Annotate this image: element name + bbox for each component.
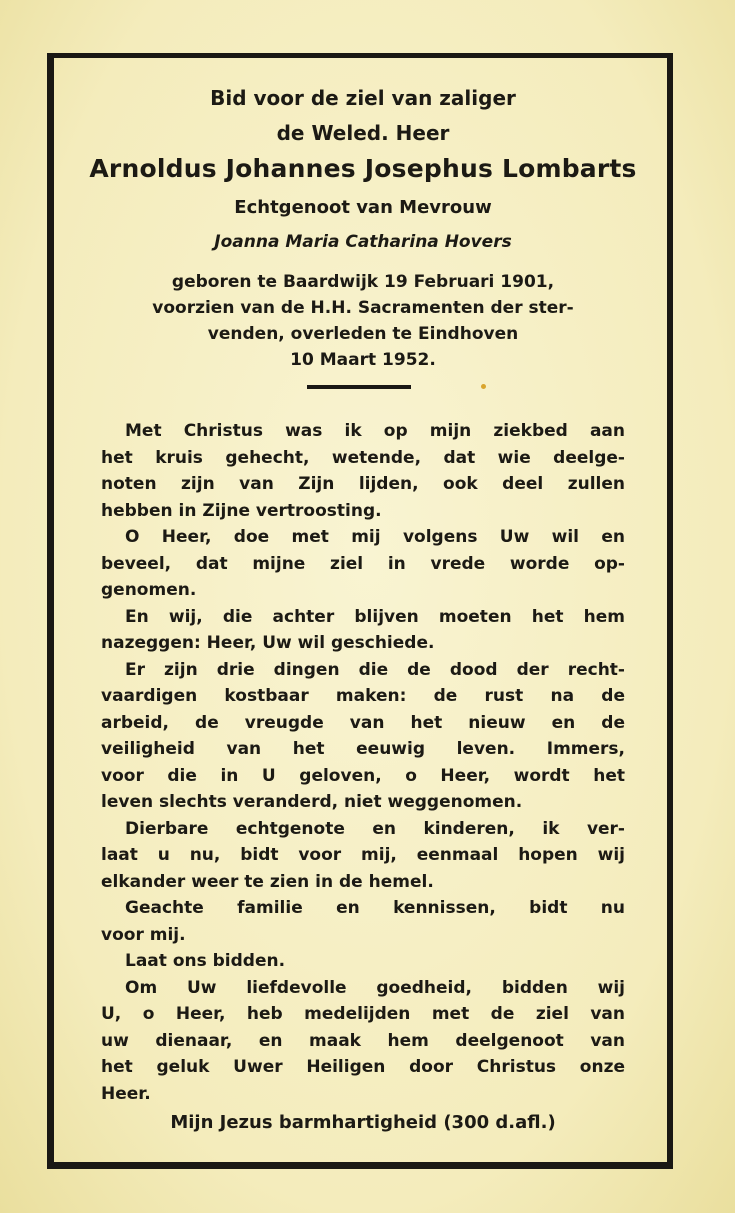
prayer-text-body xyxy=(101,418,625,1107)
prayer-line: vaardigen kostbaar maken: de rust na de xyxy=(101,686,625,706)
prayer-line: elkander weer te zien in de hemel. xyxy=(101,871,434,892)
prayer-paragraph xyxy=(101,816,625,896)
prayer-line: voor die in U geloven, o Heer, wordt het xyxy=(101,765,625,786)
prayer-line: nazeggen: Heer, Uw wil geschiede. xyxy=(101,633,435,653)
prayer-line: Geachte familie en kennissen, bidt nu xyxy=(125,898,625,918)
spouse-name: Joanna Maria Catharina Hovers xyxy=(214,232,512,252)
prayer-line: beveel, dat mijne ziel in vrede worde op- xyxy=(101,553,625,574)
prayer-line: O Heer, doe met mij volgens Uw wil en xyxy=(125,527,625,547)
prayer-request-line: Bid voor de ziel van zaliger xyxy=(210,86,516,110)
prayer-line: arbeid, de vreugde van het nieuw en de xyxy=(101,712,625,733)
life-dates-block xyxy=(95,269,631,373)
prayer-line: laat u nu, bidt voor mij, eenmaal hopen wij xyxy=(101,845,625,865)
prayer-paragraph xyxy=(101,895,625,948)
prayer-paragraph xyxy=(101,604,625,657)
title-line: de Weled. Heer xyxy=(276,121,450,145)
prayer-line: Er zijn drie dingen die de dood der recht- xyxy=(125,659,625,680)
prayer-line: Met Christus was ik op mijn ziekbed aan xyxy=(125,421,625,441)
prayer-line: het kruis gehecht, wetende, dat wie deelge- xyxy=(101,447,625,468)
prayer-line: Dierbare echtgenote en kinderen, ik ver- xyxy=(125,818,625,839)
prayer-paragraph xyxy=(101,524,625,604)
sacraments-line: voorzien van de H.H. Sacramenten der ster- xyxy=(152,298,574,318)
prayer-line: leven slechts veranderd, niet weggenomen. xyxy=(101,792,523,812)
prayer-line: veiligheid van het eeuwig leven. Immers, xyxy=(101,739,625,759)
indulgence-line: Mijn Jezus barmhartigheid (300 d.afl.) xyxy=(170,1112,556,1133)
prayer-line: hebben in Zijne vertroosting. xyxy=(101,500,382,521)
divider-rule xyxy=(307,385,411,389)
prayer-paragraph xyxy=(101,657,625,816)
prayer-paragraph xyxy=(101,975,625,1108)
prayer-line: het geluk Uwer Heiligen door Christus onze xyxy=(101,1057,625,1077)
prayer-line: Laat ons bidden. xyxy=(125,951,286,971)
ink-dot xyxy=(481,384,486,389)
death-date-line: 10 Maart 1952. xyxy=(290,350,436,370)
prayer-line: voor mij. xyxy=(101,924,186,945)
death-place-line: venden, overleden te Eindhoven xyxy=(207,324,519,344)
prayer-paragraph xyxy=(101,418,625,524)
prayer-line: U, o Heer, heb medelijden met de ziel van xyxy=(101,1004,625,1024)
prayer-line: En wij, die achter blijven moeten het hem xyxy=(125,606,625,627)
prayer-paragraph xyxy=(101,948,625,975)
prayer-line: Om Uw liefdevolle goedheid, bidden wij xyxy=(125,977,625,998)
prayer-line: genomen. xyxy=(101,580,197,600)
prayer-line: Heer. xyxy=(101,1083,151,1104)
prayer-line: noten zijn van Zijn lijden, ook deel zullen xyxy=(101,474,625,494)
spouse-intro: Echtgenoot van Mevrouw xyxy=(234,197,492,218)
deceased-name: Arnoldus Johannes Josephus Lombarts xyxy=(89,154,637,183)
prayer-line: uw dienaar, en maak hem deelgenoot van xyxy=(101,1030,625,1051)
birth-line: geboren te Baardwijk 19 Februari 1901, xyxy=(171,272,555,292)
